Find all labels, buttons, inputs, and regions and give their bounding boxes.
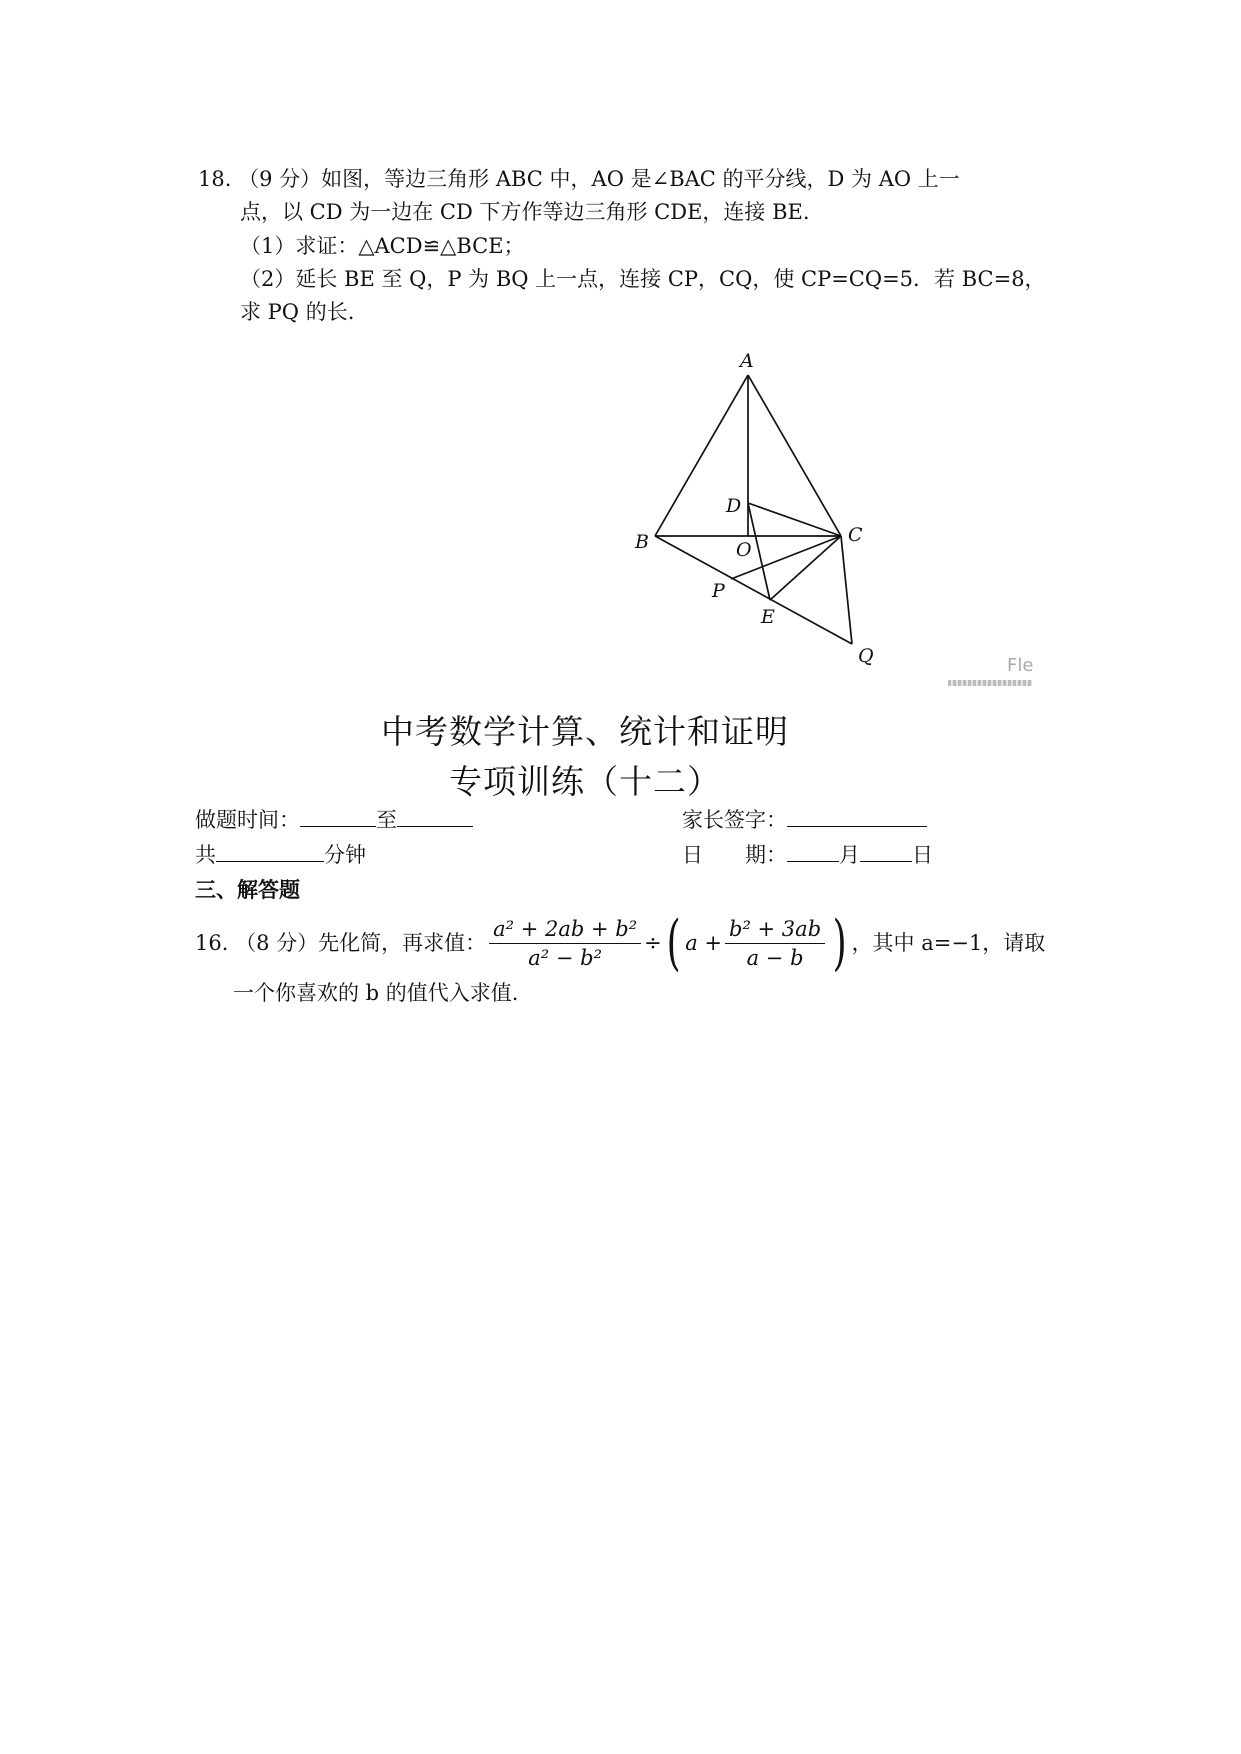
time-row — [195, 805, 473, 835]
segment-cq — [841, 536, 852, 644]
watermark-text: Fle — [1007, 655, 1034, 676]
label-q: Q — [858, 645, 874, 667]
segment-ac — [748, 375, 841, 536]
segment-dc — [748, 503, 841, 536]
start-time-blank — [300, 806, 376, 827]
q18-line-1 — [198, 164, 960, 194]
q16-line-2: 一个你喜欢的 b 的值代入求值. — [233, 981, 519, 1005]
q16-number: 16. — [195, 931, 229, 955]
q18-part-2-line-2: 求 PQ 的长. — [240, 300, 355, 324]
q18-text-1: 如图，等边三角形 ABC 中，AO 是∠BAC 的平分线，D 为 AO 上一 — [321, 167, 960, 191]
day-blank — [860, 841, 912, 862]
right-paren: ) — [832, 908, 847, 978]
parent-sign-blank — [787, 806, 927, 827]
parent-sign-label: 家长签字： — [682, 808, 787, 832]
total-minutes-blank — [216, 841, 324, 862]
label-b: B — [635, 531, 649, 553]
fraction-2-numerator: b² + 3ab — [725, 915, 825, 944]
segment-ce — [770, 536, 841, 600]
month-blank — [787, 841, 839, 862]
q16-score: （8 分） — [235, 931, 319, 955]
left-paren: ( — [666, 908, 681, 978]
q18-number: 18. — [198, 167, 232, 191]
fraction-1-numerator: a² + 2ab + b² — [489, 915, 641, 944]
q18-line-2: 点，以 CD 为一边在 CD 下方作等边三角形 CDE，连接 BE. — [240, 200, 810, 224]
month-label: 月 — [839, 843, 860, 867]
q18-part-2-line-1: （2）延长 BE 至 Q，P 为 BQ 上一点，连接 CP，CQ，使 CP=CQ=5．若 BC=8， — [240, 267, 1046, 291]
time-label: 做题时间： — [195, 808, 300, 832]
page-title-line-2: 专项训练（十二） — [449, 762, 721, 801]
total-label: 共 — [195, 843, 216, 867]
day-label: 日 — [912, 843, 933, 867]
total-row — [195, 840, 366, 870]
date-row — [682, 840, 933, 870]
to-label: 至 — [376, 808, 397, 832]
division-sign: ÷ — [644, 931, 662, 955]
inner-term: a + — [685, 931, 722, 955]
fraction-2-denominator: a − b — [746, 945, 804, 970]
minutes-label: 分钟 — [324, 843, 366, 867]
label-o: O — [736, 539, 752, 561]
q16-line-1 — [195, 908, 1045, 978]
page-title-line-1: 中考数学计算、统计和证明 — [381, 712, 789, 751]
q16-condition: ，其中 a=−1，请取 — [851, 931, 1046, 955]
parent-sign-row — [682, 805, 927, 835]
date-label: 日 期： — [682, 843, 787, 867]
fraction-2 — [725, 915, 825, 972]
q18-part-1: （1）求证：△ACD≌△BCE； — [240, 234, 525, 258]
fraction-1 — [489, 915, 641, 972]
section-title: 三、解答题 — [195, 878, 300, 902]
geometry-figure — [620, 345, 920, 675]
label-e: E — [761, 606, 775, 628]
label-d: D — [726, 495, 742, 517]
fraction-1-denominator: a² − b² — [528, 945, 603, 970]
q18-score: （9 分） — [238, 167, 322, 191]
label-a: A — [740, 350, 754, 372]
end-time-blank — [397, 806, 473, 827]
watermark-bar — [948, 680, 1032, 686]
label-c: C — [848, 524, 863, 546]
q16-prompt: 先化简，再求值： — [318, 931, 487, 955]
label-p: P — [712, 580, 725, 602]
